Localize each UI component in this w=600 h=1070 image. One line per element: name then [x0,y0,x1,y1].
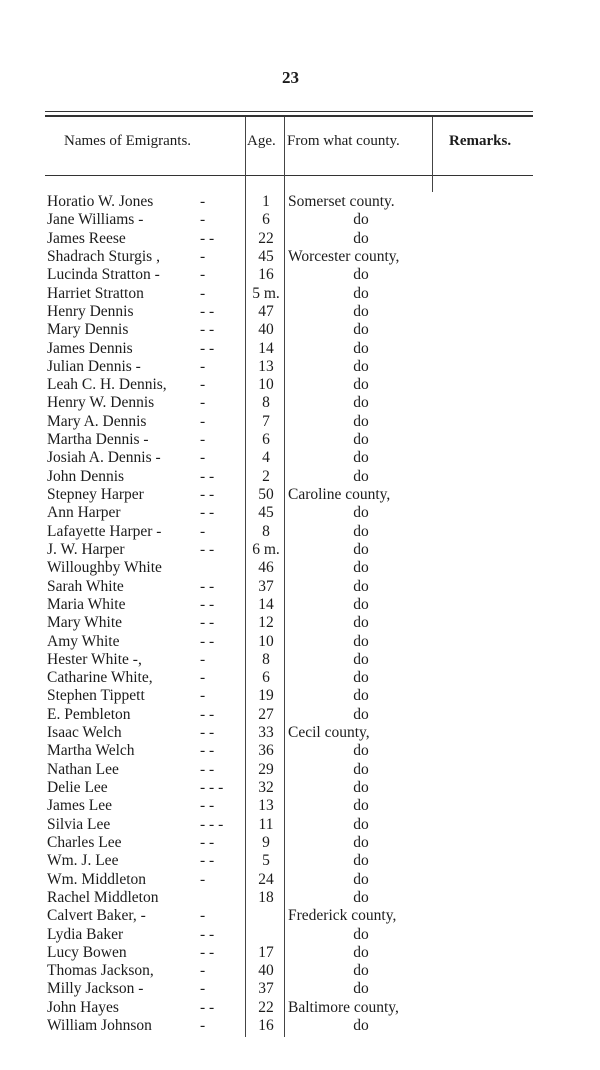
emigrant-county: do [353,302,369,320]
emigrant-county: Caroline county, [288,486,391,503]
emigrant-age: 13 [258,357,274,375]
table-row [0,193,600,211]
emigrant-name: Josiah A. Dennis - [47,449,161,467]
emigrant-age: 7 [262,412,270,430]
emigrant-county: Frederick county, [288,907,397,925]
leader-dashes: - [200,247,206,265]
table-row [0,285,600,303]
emigrant-age: 5 [262,852,270,870]
table-row [0,321,600,339]
emigrant-age: 45 [258,247,274,265]
emigrant-name: William Johnson [47,1017,152,1035]
emigrant-age: 50 [258,486,274,503]
table-row [0,834,600,852]
table-row [0,449,600,467]
leader-dashes: - [200,907,206,925]
table-row [0,980,600,998]
leader-dashes: - - [200,833,215,851]
emigrant-county: do [353,339,369,357]
table-row [0,578,600,596]
emigrant-list [0,193,600,1035]
emigrant-county: do [353,595,369,613]
emigrant-county: do [353,815,369,833]
table-row [0,816,600,834]
table-row [0,211,600,229]
emigrant-age: 6 [262,431,270,449]
emigrant-age: 5 m. [252,284,280,302]
emigrant-age: 16 [258,1017,274,1035]
emigrant-county: do [353,211,369,229]
emigrant-county: do [353,431,369,449]
leader-dashes: - [200,687,206,705]
leader-dashes: - [200,449,206,467]
emigrant-county: do [353,321,369,339]
table-row [0,413,600,431]
emigrant-county: Baltimore county, [288,998,399,1016]
table-row [0,999,600,1017]
emigrant-name: Jane Williams - [47,211,144,229]
leader-dashes: - - [200,742,215,760]
emigrant-name: Leah C. H. Dennis, [47,376,167,394]
emigrant-name: Mary White [47,614,123,632]
emigrant-name: Martha Dennis - [47,431,149,449]
table-row [0,962,600,980]
emigrant-age: 1 [262,193,270,210]
emigrant-county: do [353,742,369,760]
table-row [0,687,600,705]
emigrant-age: 40 [258,321,274,339]
header-age: Age. [247,133,276,149]
emigrant-age: 14 [258,339,274,357]
emigrant-county: do [353,797,369,815]
emigrant-county: do [353,669,369,687]
emigrant-age: 14 [258,595,274,613]
emigrant-age: 19 [258,687,274,705]
emigrant-age: 13 [258,797,274,815]
page-number: 23 [282,68,299,87]
emigrant-name: Henry W. Dennis [47,394,155,412]
emigrant-age: 33 [258,724,274,742]
emigrant-age: 8 [262,394,270,412]
leader-dashes: - - [200,998,215,1016]
emigrant-county: do [353,357,369,375]
emigrant-name: James Dennis [47,339,133,357]
leader-dashes: - [200,284,206,302]
emigrant-age: 10 [258,632,274,650]
leader-dashes: - [200,193,206,210]
emigrant-name: Mary Dennis [47,321,129,339]
emigrant-county: Somerset county. [288,193,395,210]
emigrant-age: 6 [262,211,270,229]
leader-dashes: - - [200,486,215,503]
emigrant-age: 37 [258,577,274,595]
emigrant-name: Milly Jackson - [47,980,144,998]
leader-dashes: - - [200,724,215,742]
leader-dashes: - - [200,540,215,558]
table-row [0,706,600,724]
leader-dashes: - - [200,504,215,522]
emigrant-name: Amy White [47,632,120,650]
leader-dashes: - [200,394,206,412]
leader-dashes: - - [200,925,215,943]
leader-dashes: - - [200,943,215,961]
table-row [0,669,600,687]
emigrant-name: E. Pembleton [47,705,131,723]
table-row [0,633,600,651]
leader-dashes: - - [200,705,215,723]
top-double-rule-upper [45,111,533,112]
emigrant-county: do [353,632,369,650]
emigrant-county: Cecil county, [288,724,370,742]
table-row [0,431,600,449]
table-row [0,797,600,815]
emigrant-name: Ann Harper [47,504,121,522]
table-row [0,926,600,944]
table-row [0,523,600,541]
table-row [0,871,600,889]
table-row [0,761,600,779]
emigrant-county: do [353,870,369,888]
emigrant-county: do [353,376,369,394]
leader-dashes: - [200,431,206,449]
emigrant-age: 22 [258,998,274,1016]
emigrant-county: do [353,888,369,906]
emigrant-name: Delie Lee [47,779,108,796]
emigrant-county: do [353,522,369,540]
leader-dashes: - - [200,577,215,595]
emigrant-name: Harriet Stratton [47,284,144,302]
leader-dashes: - - [200,797,215,815]
emigrant-name: Silvia Lee [47,815,111,833]
emigrant-county: do [353,412,369,430]
emigrant-age: 27 [258,705,274,723]
leader-dashes: - - [200,614,215,632]
emigrant-county: do [353,540,369,558]
emigrant-county: do [353,760,369,778]
leader-dashes: - - [200,632,215,650]
leader-dashes: - - [200,339,215,357]
emigrant-county: do [353,614,369,632]
emigrant-name: Maria White [47,595,126,613]
emigrant-name: Shadrach Sturgis , [47,247,160,265]
leader-dashes: - - [200,760,215,778]
emigrant-age: 6 [262,669,270,687]
leader-dashes: - [200,522,206,540]
emigrant-county: do [353,1017,369,1035]
emigrant-age: 8 [262,650,270,668]
header-names: Names of Emigrants. [64,133,192,149]
table-row [0,394,600,412]
emigrant-county: do [353,687,369,705]
leader-dashes: - - - [200,779,224,796]
emigrant-name: James Reese [47,229,126,247]
emigrant-age: 36 [258,742,274,760]
header-county: From what county. [287,133,400,149]
emigrant-county: do [353,779,369,796]
emigrant-name: Rachel Middleton [47,888,159,906]
leader-dashes: - [200,980,206,998]
emigrant-name: Julian Dennis - [47,357,141,375]
emigrant-county: do [353,284,369,302]
emigrant-age: 47 [258,302,274,320]
top-double-rule-lower [45,115,533,117]
table-row [0,230,600,248]
emigrant-age: 29 [258,760,274,778]
table-row [0,651,600,669]
table-row [0,614,600,632]
leader-dashes: - [200,669,206,687]
emigrant-age: 9 [262,833,270,851]
table-row [0,358,600,376]
leader-dashes: - [200,376,206,394]
table-row [0,724,600,742]
emigrant-county: do [353,577,369,595]
table-row [0,559,600,577]
leader-dashes: - - - [200,815,224,833]
emigrant-name: J. W. Harper [47,540,125,558]
emigrant-name: Willoughby White [47,559,162,577]
emigrant-county: do [353,467,369,485]
table-row [0,944,600,962]
emigrant-name: Sarah White [47,577,124,595]
emigrant-age: 24 [258,870,274,888]
emigrant-age: 40 [258,962,274,980]
emigrant-name: Hester White -, [47,650,142,668]
leader-dashes: - - [200,302,215,320]
emigrant-name: John Dennis [47,467,125,485]
leader-dashes: - [200,266,206,284]
emigrant-age: 37 [258,980,274,998]
emigrant-county: do [353,833,369,851]
table-row [0,486,600,504]
table-row [0,504,600,522]
emigrant-name: Catharine White, [47,669,153,687]
table-row [0,907,600,925]
emigrant-name: Henry Dennis [47,302,134,320]
emigrant-county: do [353,943,369,961]
leader-dashes: - - [200,852,215,870]
emigrant-name: Lucy Bowen [47,943,127,961]
emigrant-age: 22 [258,229,274,247]
leader-dashes: - [200,870,206,888]
emigrant-name: Stephen Tippett [47,687,145,705]
emigrant-name: Calvert Baker, - [47,907,146,925]
column-divider-remarks-left [432,117,433,192]
emigrant-county: do [353,504,369,522]
emigrant-age: 45 [258,504,274,522]
emigrant-name: James Lee [47,797,112,815]
emigrant-county: do [353,705,369,723]
emigrant-age: 2 [262,467,270,485]
leader-dashes: - [200,412,206,430]
emigrant-name: Horatio W. Jones [47,193,154,210]
table-row [0,889,600,907]
leader-dashes: - - [200,321,215,339]
table-row [0,303,600,321]
emigrant-name: Wm. Middleton [47,870,147,888]
emigrant-age: 46 [258,559,274,577]
emigrant-name: Lafayette Harper - [47,522,162,540]
emigrant-county: do [353,559,369,577]
emigrant-name: Lydia Baker [47,925,124,943]
emigrant-county: do [353,266,369,284]
emigrant-name: Mary A. Dennis [47,412,147,430]
leader-dashes: - [200,211,206,229]
emigrant-county: do [353,962,369,980]
leader-dashes: - - [200,467,215,485]
table-row [0,541,600,559]
emigrant-county: do [353,980,369,998]
emigrant-age: 11 [258,815,274,833]
emigrant-name: John Hayes [47,998,119,1016]
table-row [0,779,600,797]
leader-dashes: - [200,1017,206,1035]
emigrant-age: 32 [258,779,274,796]
emigrant-age: 16 [258,266,274,284]
emigrant-name: Stepney Harper [47,486,144,503]
emigrant-age: 17 [258,943,274,961]
emigrant-county: do [353,394,369,412]
emigrant-name: Wm. J. Lee [47,852,119,870]
table-row [0,596,600,614]
header-bottom-rule [45,175,533,176]
emigrant-name: Martha Welch [47,742,135,760]
table-row [0,852,600,870]
emigrant-county: do [353,852,369,870]
table-row [0,248,600,266]
table-row [0,468,600,486]
emigrant-age: 8 [262,522,270,540]
leader-dashes: - [200,650,206,668]
emigrant-county: Worcester county, [288,247,400,265]
leader-dashes: - [200,962,206,980]
table-row [0,376,600,394]
emigrant-name: Thomas Jackson, [47,962,154,980]
emigrant-age: 6 m. [252,540,280,558]
emigrant-county: do [353,650,369,668]
leader-dashes: - - [200,595,215,613]
emigrant-county: do [353,229,369,247]
emigrant-name: Isaac Welch [47,724,122,742]
emigrant-name: Lucinda Stratton - [47,266,160,284]
header-remarks: Remarks. [449,133,512,149]
emigrant-age: 10 [258,376,274,394]
table-row [0,266,600,284]
leader-dashes: - [200,357,206,375]
emigrant-age: 4 [262,449,270,467]
table-row [0,1017,600,1035]
emigrant-name: Charles Lee [47,833,122,851]
emigrant-age: 12 [258,614,274,632]
table-row [0,742,600,760]
emigrant-age: 18 [258,888,274,906]
leader-dashes: - - [200,229,215,247]
emigrant-county: do [353,925,369,943]
emigrant-county: do [353,449,369,467]
emigrant-name: Nathan Lee [47,760,119,778]
table-row [0,340,600,358]
